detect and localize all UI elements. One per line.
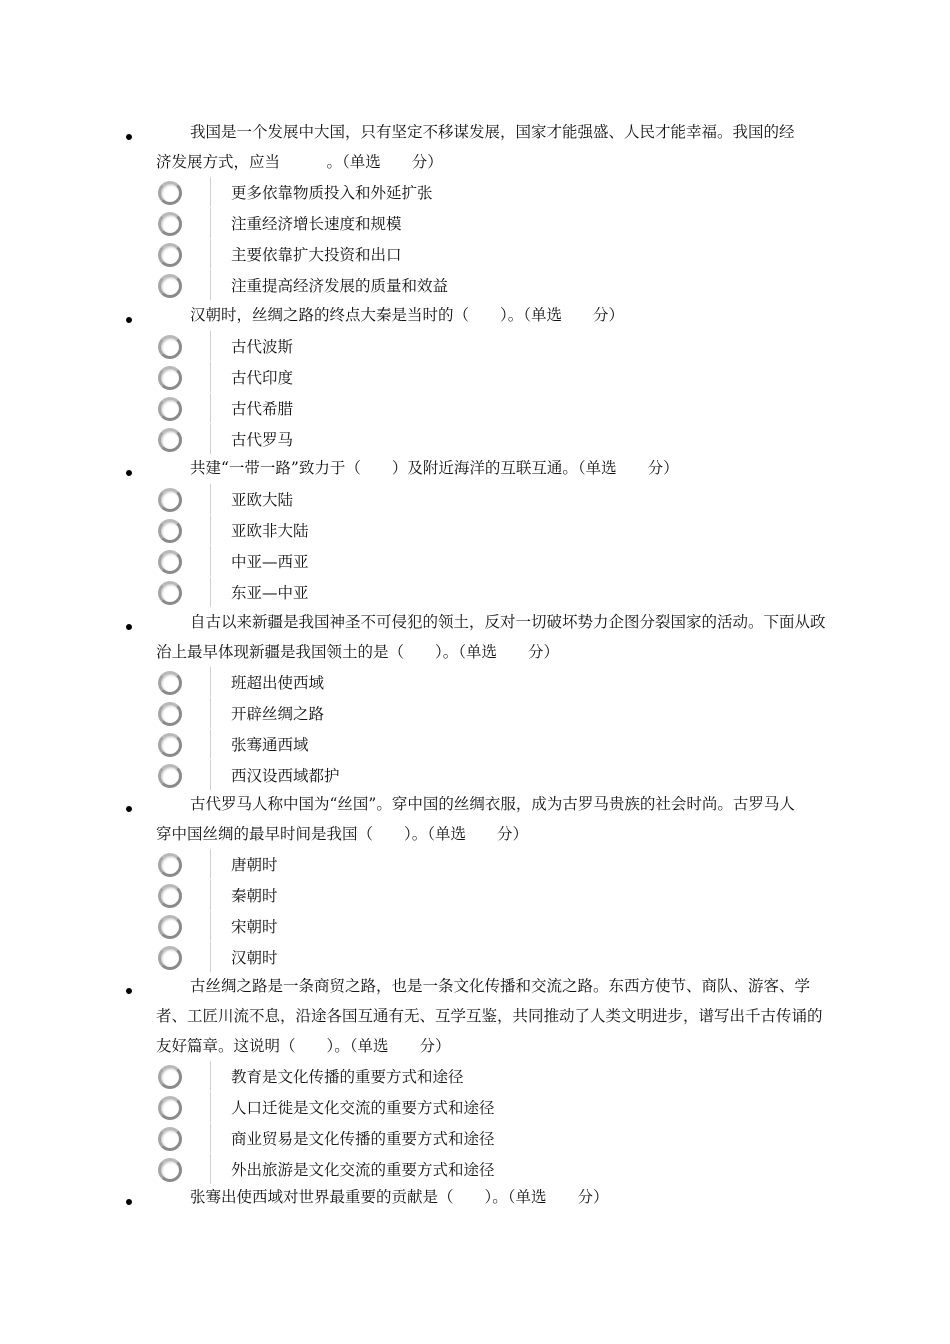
separator (210, 729, 211, 759)
radio-icon[interactable] (158, 274, 182, 298)
radio-icon[interactable] (158, 581, 182, 605)
option-label: 中亚—西亚 (231, 553, 309, 571)
option-label: 更多依靠物质投入和外延扩张 (231, 184, 433, 202)
separator (210, 546, 211, 576)
radio-icon[interactable] (158, 884, 182, 908)
option-label: 主要依靠扩大投资和出口 (231, 246, 402, 264)
separator (210, 1154, 211, 1184)
option-5a[interactable] (158, 852, 658, 883)
option-1c[interactable] (158, 242, 658, 273)
question-text: 张骞出使西域对世界最重要的贡献是（ ）。（单选 分） (190, 1188, 609, 1206)
separator (210, 760, 211, 790)
option-label: 注重提高经济发展的质量和效益 (231, 277, 449, 295)
option-label: 古代罗马 (231, 431, 294, 449)
option-3c[interactable] (158, 549, 658, 580)
radio-icon[interactable] (158, 1096, 182, 1120)
option-label: 亚欧大陆 (231, 491, 294, 509)
radio-icon[interactable] (158, 181, 182, 205)
option-label: 汉朝时 (231, 949, 278, 967)
option-6a[interactable] (158, 1064, 658, 1095)
option-label: 注重经济增长速度和规模 (231, 215, 402, 233)
bullet-icon (126, 1199, 132, 1205)
radio-icon[interactable] (158, 212, 182, 236)
option-label: 古代希腊 (231, 400, 294, 418)
radio-icon[interactable] (158, 853, 182, 877)
radio-icon[interactable] (158, 428, 182, 452)
separator (210, 393, 211, 423)
option-3b[interactable] (158, 518, 658, 549)
option-6c[interactable] (158, 1126, 658, 1157)
radio-icon[interactable] (158, 366, 182, 390)
option-2a[interactable] (158, 334, 658, 365)
option-1b[interactable] (158, 211, 658, 242)
separator (210, 270, 211, 300)
option-6b[interactable] (158, 1095, 658, 1126)
bullet-icon (126, 134, 132, 140)
bullet-icon (126, 806, 132, 812)
option-label: 亚欧非大陆 (231, 522, 309, 540)
option-label: 外出旅游是文化交流的重要方式和途径 (231, 1161, 495, 1179)
radio-icon[interactable] (158, 519, 182, 543)
radio-icon[interactable] (158, 397, 182, 421)
option-label: 人口迁徙是文化交流的重要方式和途径 (231, 1099, 495, 1117)
separator (210, 515, 211, 545)
radio-icon[interactable] (158, 1065, 182, 1089)
bullet-icon (126, 988, 132, 994)
separator (210, 577, 211, 607)
radio-icon[interactable] (158, 335, 182, 359)
question-text: 汉朝时，丝绸之路的终点大秦是当时的（ ）。（单选 分） (190, 306, 625, 324)
separator (210, 698, 211, 728)
separator (210, 1061, 211, 1091)
bullet-icon (126, 470, 132, 476)
option-label: 西汉设西域都护 (231, 767, 340, 785)
bullet-icon (126, 624, 132, 630)
option-2c[interactable] (158, 396, 658, 427)
option-label: 张骞通西域 (231, 736, 309, 754)
option-3a[interactable] (158, 487, 658, 518)
radio-icon[interactable] (158, 702, 182, 726)
question-text: 古丝绸之路是一条商贸之路，也是一条文化传播和交流之路。东西方使节、商队、游客、学者、工匠川流不息，沿途各国互通有无、互学互鉴，共同推动了人类文明进步，谱写出千古传诵的友好篇章。这说明（ ）。（单选 分） (156, 977, 823, 1055)
separator (210, 331, 211, 361)
radio-icon[interactable] (158, 1158, 182, 1182)
bullet-icon (126, 317, 132, 323)
radio-icon[interactable] (158, 488, 182, 512)
question-text: 我国是一个发展中大国，只有坚定不移谋发展，国家才能强盛、人民才能幸福。我国的经济发展方式，应当 。（单选 分） (156, 123, 795, 171)
option-label: 教育是文化传播的重要方式和途径 (231, 1068, 464, 1086)
separator (210, 484, 211, 514)
separator (210, 362, 211, 392)
option-label: 秦朝时 (231, 887, 278, 905)
question-text: 古代罗马人称中国为“丝国”。穿中国的丝绸衣服，成为古罗马贵族的社会时尚。古罗马人穿中国丝绸的最早时间是我国（ ）。（单选 分） (156, 795, 795, 843)
separator (210, 667, 211, 697)
option-2b[interactable] (158, 365, 658, 396)
separator (210, 942, 211, 972)
question-text: 自古以来新疆是我国神圣不可侵犯的领土，反对一切破坏势力企图分裂国家的活动。下面从政治上最早体现新疆是我国领土的是（ ）。（单选 分） (156, 613, 826, 661)
separator (210, 911, 211, 941)
option-4a[interactable] (158, 670, 658, 701)
separator (210, 208, 211, 238)
radio-icon[interactable] (158, 915, 182, 939)
separator (210, 424, 211, 454)
separator (210, 1123, 211, 1153)
radio-icon[interactable] (158, 764, 182, 788)
option-1a[interactable] (158, 180, 658, 211)
option-label: 班超出使西域 (231, 674, 325, 692)
radio-icon[interactable] (158, 946, 182, 970)
option-4c[interactable] (158, 732, 658, 763)
question-text: 共建“一带一路”致力于（ ）及附近海洋的互联互通。（单选 分） (190, 459, 679, 477)
option-label: 古代波斯 (231, 338, 294, 356)
separator (210, 1092, 211, 1122)
separator (210, 880, 211, 910)
radio-icon[interactable] (158, 1127, 182, 1151)
option-label: 开辟丝绸之路 (231, 705, 325, 723)
option-label: 宋朝时 (231, 918, 278, 936)
option-5c[interactable] (158, 914, 658, 945)
option-label: 唐朝时 (231, 856, 278, 874)
radio-icon[interactable] (158, 733, 182, 757)
option-label: 古代印度 (231, 369, 294, 387)
radio-icon[interactable] (158, 550, 182, 574)
option-label: 东亚—中亚 (231, 584, 309, 602)
separator (210, 849, 211, 879)
separator (210, 239, 211, 269)
radio-icon[interactable] (158, 243, 182, 267)
option-label: 商业贸易是文化传播的重要方式和途径 (231, 1130, 495, 1148)
radio-icon[interactable] (158, 671, 182, 695)
separator (210, 177, 211, 207)
option-5b[interactable] (158, 883, 658, 914)
option-4b[interactable] (158, 701, 658, 732)
